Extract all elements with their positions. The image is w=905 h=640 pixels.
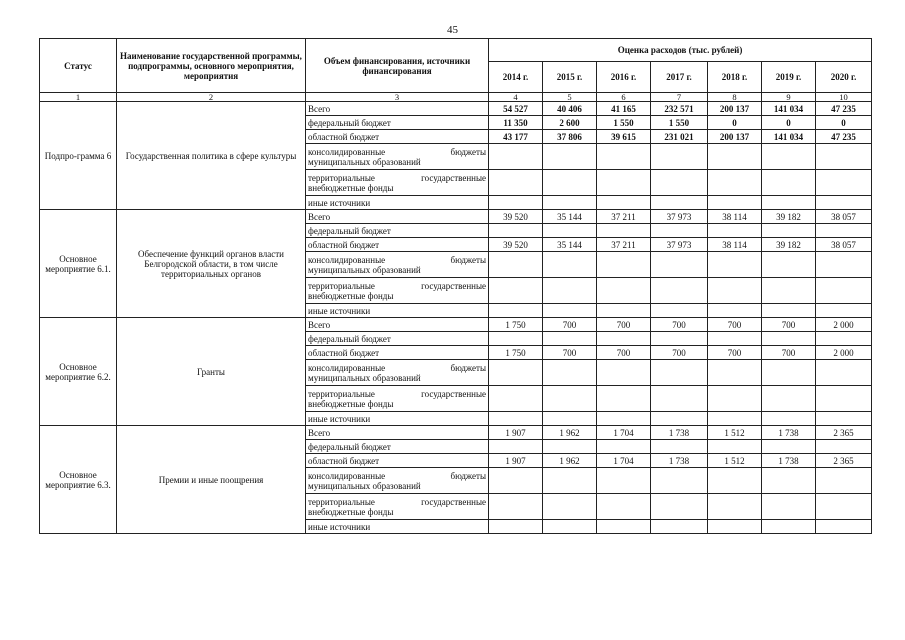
amount-cell: 200 137 [708, 102, 762, 116]
header-estimate: Оценка расходов (тыс. рублей) [489, 39, 872, 62]
amount-cell: 0 [816, 116, 872, 130]
amount-cell: 700 [597, 318, 651, 332]
amount-cell [708, 304, 762, 318]
amount-cell: 700 [543, 346, 597, 360]
amount-cell [708, 386, 762, 412]
column-number-row [40, 93, 872, 102]
amount-cell [597, 278, 651, 304]
amount-cell [651, 252, 708, 278]
amount-cell [543, 360, 597, 386]
table-row [40, 318, 872, 332]
amount-cell: 1 704 [597, 454, 651, 468]
funding-source: областной бюджет [306, 130, 489, 144]
funding-source [306, 468, 489, 494]
funding-source-line: территориальные государственные [308, 496, 486, 507]
amount-cell [489, 170, 543, 196]
table-row [40, 102, 872, 116]
column-number: 1 [40, 93, 117, 102]
row-status: Подпро-грамма 6 [40, 102, 117, 210]
funding-source-line: консолидированные бюджеты [308, 146, 486, 157]
amount-cell [489, 386, 543, 412]
amount-cell [597, 440, 651, 454]
amount-cell: 38 114 [708, 210, 762, 224]
amount-cell [489, 304, 543, 318]
amount-cell: 2 000 [816, 318, 872, 332]
funding-source-line: территориальные государственные [308, 172, 486, 183]
amount-cell: 39 615 [597, 130, 651, 144]
amount-cell [708, 360, 762, 386]
amount-cell [543, 520, 597, 534]
amount-cell: 1 907 [489, 454, 543, 468]
year-header: 2017 г. [651, 62, 708, 93]
amount-cell [597, 360, 651, 386]
year-header: 2014 г. [489, 62, 543, 93]
row-program-name: Обеспечение функций органов власти Белгородской области, в том числе территориальных органов [117, 210, 306, 318]
funding-source: Всего [306, 210, 489, 224]
amount-cell [708, 196, 762, 210]
amount-cell: 11 350 [489, 116, 543, 130]
funding-source-line: консолидированные бюджеты [308, 470, 486, 481]
amount-cell [489, 412, 543, 426]
amount-cell: 1 738 [762, 426, 816, 440]
amount-cell [543, 386, 597, 412]
amount-cell [543, 170, 597, 196]
funding-source: иные источники [306, 520, 489, 534]
amount-cell: 54 527 [489, 102, 543, 116]
amount-cell: 0 [708, 116, 762, 130]
amount-cell [762, 494, 816, 520]
amount-cell [816, 386, 872, 412]
year-header: 2018 г. [708, 62, 762, 93]
amount-cell: 1 550 [597, 116, 651, 130]
amount-cell: 37 806 [543, 130, 597, 144]
amount-cell: 700 [651, 346, 708, 360]
amount-cell [597, 412, 651, 426]
table-row [40, 210, 872, 224]
amount-cell: 200 137 [708, 130, 762, 144]
column-number: 3 [306, 93, 489, 102]
amount-cell [816, 252, 872, 278]
amount-cell [651, 170, 708, 196]
column-number: 8 [708, 93, 762, 102]
amount-cell [708, 440, 762, 454]
amount-cell [597, 520, 651, 534]
amount-cell [762, 144, 816, 170]
header-status: Статус [40, 39, 117, 93]
funding-source: Всего [306, 318, 489, 332]
amount-cell [816, 170, 872, 196]
amount-cell [816, 520, 872, 534]
amount-cell: 1 512 [708, 426, 762, 440]
amount-cell: 47 235 [816, 102, 872, 116]
amount-cell [651, 332, 708, 346]
amount-cell [651, 304, 708, 318]
amount-cell: 37 211 [597, 210, 651, 224]
amount-cell [651, 468, 708, 494]
amount-cell [651, 360, 708, 386]
amount-cell [816, 332, 872, 346]
amount-cell [708, 332, 762, 346]
year-header: 2016 г. [597, 62, 651, 93]
amount-cell [762, 412, 816, 426]
amount-cell: 700 [597, 346, 651, 360]
amount-cell [651, 520, 708, 534]
row-program-name: Гранты [117, 318, 306, 426]
amount-cell: 1 962 [543, 454, 597, 468]
amount-cell [708, 494, 762, 520]
amount-cell [816, 278, 872, 304]
amount-cell: 35 144 [543, 238, 597, 252]
amount-cell [708, 252, 762, 278]
amount-cell: 700 [708, 346, 762, 360]
amount-cell: 47 235 [816, 130, 872, 144]
amount-cell: 1 907 [489, 426, 543, 440]
funding-source-line: муниципальных образований [308, 264, 421, 275]
amount-cell [708, 412, 762, 426]
amount-cell [489, 440, 543, 454]
amount-cell [489, 468, 543, 494]
amount-cell [597, 304, 651, 318]
amount-cell [651, 386, 708, 412]
amount-cell [651, 144, 708, 170]
funding-source-line: внебюджетные фонды [308, 290, 394, 301]
amount-cell: 40 406 [543, 102, 597, 116]
funding-source: федеральный бюджет [306, 332, 489, 346]
funding-source: областной бюджет [306, 346, 489, 360]
amount-cell [651, 494, 708, 520]
amount-cell [597, 196, 651, 210]
amount-cell: 1 750 [489, 318, 543, 332]
funding-source: областной бюджет [306, 238, 489, 252]
amount-cell: 1 738 [651, 454, 708, 468]
amount-cell: 38 057 [816, 210, 872, 224]
amount-cell [816, 144, 872, 170]
funding-source-line: муниципальных образований [308, 480, 421, 491]
amount-cell: 38 057 [816, 238, 872, 252]
amount-cell [543, 412, 597, 426]
column-number: 7 [651, 93, 708, 102]
row-program-name: Государственная политика в сфере культуры [117, 102, 306, 210]
amount-cell [816, 412, 872, 426]
amount-cell [762, 304, 816, 318]
column-number: 4 [489, 93, 543, 102]
amount-cell: 39 520 [489, 210, 543, 224]
funding-source: федеральный бюджет [306, 440, 489, 454]
funding-source: Всего [306, 426, 489, 440]
amount-cell [543, 252, 597, 278]
funding-source-line: территориальные государственные [308, 280, 486, 291]
amount-cell: 700 [762, 318, 816, 332]
funding-source: федеральный бюджет [306, 116, 489, 130]
funding-source-line: внебюджетные фонды [308, 506, 394, 517]
amount-cell [597, 332, 651, 346]
amount-cell [489, 494, 543, 520]
amount-cell [708, 224, 762, 238]
amount-cell [816, 494, 872, 520]
amount-cell: 37 211 [597, 238, 651, 252]
funding-source-line: территориальные государственные [308, 388, 486, 399]
funding-source [306, 144, 489, 170]
amount-cell: 141 034 [762, 130, 816, 144]
amount-cell [543, 196, 597, 210]
amount-cell: 141 034 [762, 102, 816, 116]
amount-cell: 2 365 [816, 454, 872, 468]
year-header: 2015 г. [543, 62, 597, 93]
amount-cell [762, 468, 816, 494]
amount-cell [543, 440, 597, 454]
amount-cell: 2 365 [816, 426, 872, 440]
amount-cell [816, 304, 872, 318]
funding-source: федеральный бюджет [306, 224, 489, 238]
amount-cell: 1 750 [489, 346, 543, 360]
amount-cell [762, 278, 816, 304]
funding-source [306, 252, 489, 278]
header-volume: Объем финансирования, источники финансирования [306, 39, 489, 93]
column-number: 2 [117, 93, 306, 102]
amount-cell [651, 440, 708, 454]
amount-cell [708, 144, 762, 170]
amount-cell [816, 440, 872, 454]
amount-cell [762, 386, 816, 412]
amount-cell [543, 224, 597, 238]
amount-cell [762, 440, 816, 454]
amount-cell: 700 [762, 346, 816, 360]
amount-cell [708, 468, 762, 494]
funding-source: иные источники [306, 412, 489, 426]
funding-source: Всего [306, 102, 489, 116]
amount-cell [597, 252, 651, 278]
amount-cell [651, 278, 708, 304]
amount-cell [489, 278, 543, 304]
amount-cell [489, 360, 543, 386]
row-program-name: Премии и иные поощрения [117, 426, 306, 534]
amount-cell: 2 000 [816, 346, 872, 360]
amount-cell: 37 973 [651, 238, 708, 252]
amount-cell: 2 600 [543, 116, 597, 130]
amount-cell [489, 520, 543, 534]
amount-cell: 0 [762, 116, 816, 130]
funding-source-line: муниципальных образований [308, 372, 421, 383]
amount-cell: 1 550 [651, 116, 708, 130]
amount-cell: 1 704 [597, 426, 651, 440]
column-number: 5 [543, 93, 597, 102]
amount-cell: 231 021 [651, 130, 708, 144]
amount-cell: 39 520 [489, 238, 543, 252]
funding-source-line: внебюджетные фонды [308, 398, 394, 409]
amount-cell: 700 [651, 318, 708, 332]
amount-cell: 1 512 [708, 454, 762, 468]
funding-source [306, 360, 489, 386]
amount-cell: 39 182 [762, 238, 816, 252]
funding-source-line: консолидированные бюджеты [308, 254, 486, 265]
amount-cell [651, 412, 708, 426]
funding-source: иные источники [306, 196, 489, 210]
amount-cell [708, 520, 762, 534]
amount-cell: 39 182 [762, 210, 816, 224]
amount-cell [597, 144, 651, 170]
page-number: 45 [447, 24, 458, 36]
funding-source [306, 494, 489, 520]
amount-cell: 37 973 [651, 210, 708, 224]
funding-source: иные источники [306, 304, 489, 318]
amount-cell [816, 468, 872, 494]
amount-cell [489, 196, 543, 210]
column-number: 9 [762, 93, 816, 102]
amount-cell [597, 468, 651, 494]
amount-cell [543, 494, 597, 520]
amount-cell: 41 165 [597, 102, 651, 116]
funding-source-line: внебюджетные фонды [308, 182, 394, 193]
amount-cell [543, 304, 597, 318]
amount-cell: 43 177 [489, 130, 543, 144]
funding-source [306, 170, 489, 196]
amount-cell: 700 [708, 318, 762, 332]
amount-cell [651, 196, 708, 210]
amount-cell [762, 170, 816, 196]
amount-cell [489, 144, 543, 170]
amount-cell [762, 520, 816, 534]
funding-source [306, 278, 489, 304]
funding-source [306, 386, 489, 412]
amount-cell: 38 114 [708, 238, 762, 252]
amount-cell: 1 738 [651, 426, 708, 440]
year-header: 2020 г. [816, 62, 872, 93]
table-row [40, 426, 872, 440]
funding-source: областной бюджет [306, 454, 489, 468]
funding-source-line: консолидированные бюджеты [308, 362, 486, 373]
column-number: 6 [597, 93, 651, 102]
amount-cell [597, 224, 651, 238]
amount-cell [543, 278, 597, 304]
budget-table [39, 38, 872, 534]
amount-cell: 1 962 [543, 426, 597, 440]
amount-cell [762, 360, 816, 386]
amount-cell [597, 386, 651, 412]
amount-cell [762, 252, 816, 278]
amount-cell [708, 170, 762, 196]
amount-cell [597, 170, 651, 196]
row-status: Основное мероприятие 6.3. [40, 426, 117, 534]
amount-cell: 1 738 [762, 454, 816, 468]
amount-cell [651, 224, 708, 238]
funding-source-line: муниципальных образований [308, 156, 421, 167]
amount-cell: 700 [543, 318, 597, 332]
amount-cell [543, 468, 597, 494]
row-status: Основное мероприятие 6.2. [40, 318, 117, 426]
amount-cell [489, 224, 543, 238]
amount-cell [489, 332, 543, 346]
amount-cell [816, 360, 872, 386]
amount-cell [489, 252, 543, 278]
amount-cell [816, 224, 872, 238]
column-number: 10 [816, 93, 872, 102]
amount-cell [543, 332, 597, 346]
amount-cell [597, 494, 651, 520]
year-header: 2019 г. [762, 62, 816, 93]
amount-cell [762, 332, 816, 346]
amount-cell: 232 571 [651, 102, 708, 116]
amount-cell [762, 196, 816, 210]
amount-cell [816, 196, 872, 210]
row-status: Основное мероприятие 6.1. [40, 210, 117, 318]
amount-cell [543, 144, 597, 170]
header-name: Наименование государственной программы, подпрограммы, основного мероприятия, мероприятия [117, 39, 306, 93]
amount-cell [762, 224, 816, 238]
amount-cell: 35 144 [543, 210, 597, 224]
amount-cell [708, 278, 762, 304]
